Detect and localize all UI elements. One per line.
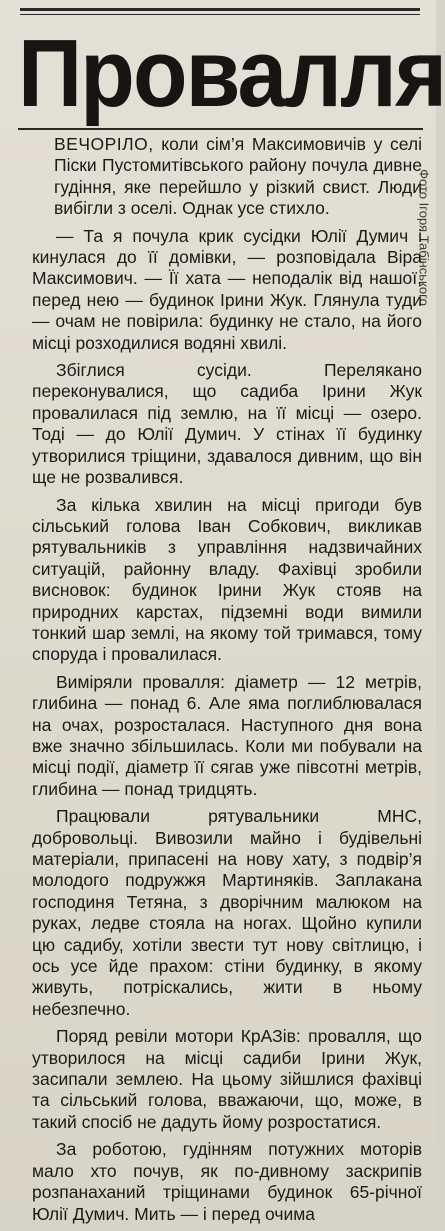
paragraph-1 [32, 134, 422, 220]
paragraph-6: Працювали рятувальники МНС, добровольці. Вивозили майно і будівельні матеріали, припасені на нову хату, з подвір’я молодого подружжя Мартиняків. Заплакана господиня Тетяна, з дворічним малюком на руках, ледве стояла на ногах. Щойно купили цю садибу, хотіли звести тут нову світлицю, і ось усе йде прахом: стіни будинку, в якому живуть, потріскались, жити в ньому небезпечно. [32, 806, 422, 1019]
paragraph-lead: ВЕЧОРІЛО, [54, 134, 154, 154]
paragraph-5: Виміряли провалля: діаметр — 12 метрів, глибина — понад 6. Але яма поглиблювалася на очах, розросталася. Наступного дня вона вже значно збільшилась. Коли ми побували на місці події, діаметр її сягав уже півсотні метрів, глибина — понад тридцять. [32, 671, 422, 799]
photo-credit: Фото Ігоря Табінського [416, 169, 432, 306]
paragraph-8: За роботою, гудінням потужних моторів мало хто почув, як по-дивному заскрипів розпанаханий тріщинами будинок 65-річної Юлії Думич. Мить — і перед очима [32, 1139, 422, 1224]
paragraph-4: За кілька хвилин на місці пригоди був сільський голова Іван Собкович, викликав рятувальників з управління надзвичайних ситуацій, районну владу. Фахівці зробили висновок: будинок Ірини Жук стояв на природних карстах, підземні води вимили тонкий шар землі, на якому той тримався, тому споруда і провалилася. [32, 494, 422, 665]
article-headline: Провалля [18, 20, 445, 127]
top-rule [20, 8, 420, 11]
article-body [32, 134, 422, 1231]
headline-rule [18, 128, 423, 130]
paragraph-7: Поряд ревіли мотори КрАЗів: провалля, що утворилося на місці садиби Ірини Жук, засипали землею. На цьому зійшлися фахівці та сільський голова, вважаючи, що, може, в такий спосіб не дадуть йому розростатися. [32, 1026, 422, 1132]
paragraph-text: коли сім’я Максимовичів у селі Піски Пустомитівського району почула дивне гудіння, яке перейшло у різкий свист. Люди вибігли з оселі. Однак усе стихло. [54, 134, 422, 219]
paragraph-2: — Та я почула крик сусідки Юлії Думич і кинулася до її домівки, — розповідала Віра Максимович. — Її хата — неподалік від нашої, перед нею — будинок Ірини Жук. Глянула туди — очам не повірила: будинку не стало, на його місці розходилися водяні хвилі. [32, 225, 422, 353]
top-rule-thin [20, 14, 420, 15]
paragraph-3: Збіглися сусіди. Перелякано переконувалися, що садиба Ірини Жук провалилася під землю, на її місці — озеро. Тоді — до Юлії Думич. У стінах її будинку утворилися тріщини, здавалося дивним, що він ще не розвалився. [32, 360, 422, 488]
